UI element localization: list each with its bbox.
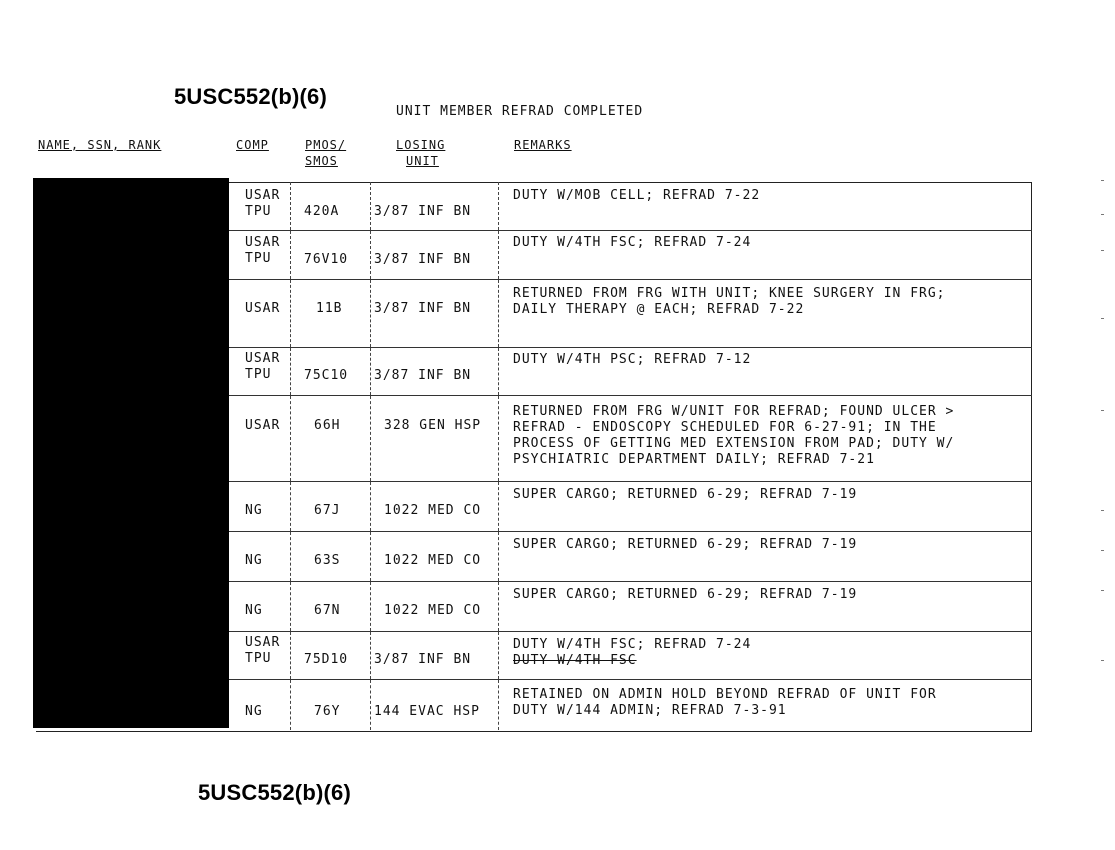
remarks-cell: SUPER CARGO; RETURNED 6-29; REFRAD 7-19 — [513, 537, 858, 552]
comp-cell: NG — [229, 482, 291, 531]
header-pmos: PMOS/ — [305, 138, 347, 152]
losing-unit-cell: 1022 MED CO — [370, 582, 499, 631]
remarks-cell: SUPER CARGO; RETURNED 6-29; REFRAD 7-19 — [513, 587, 858, 602]
remarks-cell: RETAINED ON ADMIN HOLD BEYOND REFRAD OF UNIT FOR DUTY W/144 ADMIN; REFRAD 7-3-91 — [513, 687, 937, 718]
losing-unit-cell: 1022 MED CO — [370, 482, 499, 531]
losing-unit-cell: 3/87 INF BN — [370, 348, 499, 395]
comp-cell: USAR — [229, 396, 291, 481]
remarks-cell: DUTY W/4TH FSC; REFRAD 7-24 DUTY W/4TH FSC — [498, 632, 1032, 679]
pmos-cell: 63S — [290, 532, 371, 581]
remarks-cell: SUPER CARGO; RETURNED 6-29; REFRAD 7-19 — [513, 487, 858, 502]
remarks-cell: DUTY W/4TH PSC; REFRAD 7-12 — [513, 352, 752, 367]
losing-unit-cell: 328 GEN HSP — [370, 396, 499, 481]
comp-cell: USAR TPU — [229, 348, 291, 395]
exemption-stamp-top: 5USC552(b)(6) — [174, 84, 327, 109]
losing-unit-cell: 144 EVAC HSP — [370, 680, 499, 730]
pmos-cell: 75C10 — [290, 348, 371, 395]
pmos-cell: 11B — [290, 280, 371, 347]
header-losing: LOSING — [396, 138, 446, 152]
table-row — [229, 582, 1032, 632]
pmos-cell: 420A — [290, 182, 371, 230]
losing-unit-cell: 3/87 INF BN — [370, 231, 499, 279]
losing-unit-cell: 3/87 INF BN — [370, 280, 499, 347]
scan-edge-marks — [1099, 160, 1109, 680]
header-comp: COMP — [236, 138, 269, 152]
losing-unit-cell: 3/87 INF BN — [370, 632, 499, 679]
table-row — [229, 280, 1032, 348]
header-remarks: REMARKS — [514, 138, 572, 152]
redaction-block — [33, 178, 229, 728]
header-name-ssn-rank: NAME, SSN, RANK — [38, 138, 162, 152]
header-smos: SMOS — [305, 154, 338, 168]
table-row — [229, 680, 1032, 730]
losing-unit-cell: 3/87 INF BN — [370, 182, 499, 230]
table-row — [229, 532, 1032, 582]
pmos-cell: 75D10 — [290, 632, 371, 679]
exemption-stamp-bottom: 5USC552(b)(6) — [198, 780, 351, 805]
table-row — [229, 396, 1032, 482]
table-row — [229, 482, 1032, 532]
remarks-cell: RETURNED FROM FRG WITH UNIT; KNEE SURGERY IN FRG; DAILY THERAPY @ EACH; REFRAD 7-22 — [513, 286, 946, 317]
comp-cell: USAR TPU — [229, 231, 291, 279]
page-title: UNIT MEMBER REFRAD COMPLETED — [396, 104, 644, 119]
remarks-cell: DUTY W/4TH FSC; REFRAD 7-24 — [513, 235, 752, 250]
losing-unit-cell: 1022 MED CO — [370, 532, 499, 581]
pmos-cell: 67J — [290, 482, 371, 531]
comp-cell: NG — [229, 582, 291, 631]
comp-cell: USAR — [229, 280, 291, 347]
table-row — [229, 231, 1032, 280]
comp-cell: USAR TPU — [229, 182, 291, 230]
remarks-cell: DUTY W/MOB CELL; REFRAD 7-22 — [513, 188, 761, 203]
pmos-cell: 66H — [290, 396, 371, 481]
table-row — [229, 632, 1032, 680]
pmos-cell: 67N — [290, 582, 371, 631]
header-unit: UNIT — [406, 154, 439, 168]
pmos-cell: 76Y — [290, 680, 371, 730]
struck-remark: DUTY W/4TH FSC — [513, 653, 637, 668]
comp-cell: NG — [229, 680, 291, 730]
table-row — [229, 348, 1032, 396]
comp-cell: USAR TPU — [229, 632, 291, 679]
pmos-cell: 76V10 — [290, 231, 371, 279]
comp-cell: NG — [229, 532, 291, 581]
table-row — [229, 182, 1032, 231]
remarks-cell: RETURNED FROM FRG W/UNIT FOR REFRAD; FOUND ULCER > REFRAD - ENDOSCOPY SCHEDULED FOR 6-27-91; IN THE PROCESS OF GETTING MED EXTENSION FROM PAD; DUTY W/ PSYCHIATRIC DEPARTMENT DAILY; REFRAD 7-21 — [513, 404, 955, 467]
